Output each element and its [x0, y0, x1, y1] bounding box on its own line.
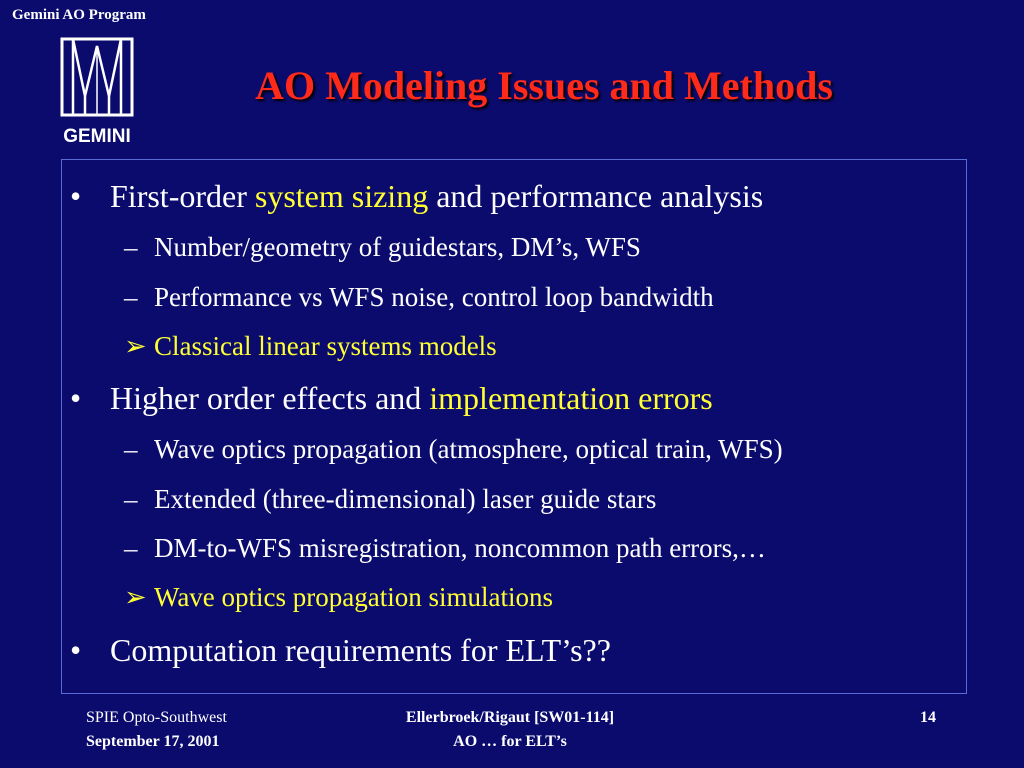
result-item-text: Classical linear systems models [154, 331, 497, 361]
conference-date: September 17, 2001 [86, 733, 220, 750]
dash-mark: – [124, 282, 138, 312]
bullet-dot: • [70, 178, 82, 214]
program-name: Gemini AO Program [12, 7, 146, 23]
bullet-text [110, 380, 713, 416]
bullet-highlight: system sizing [254, 178, 429, 214]
footer-left [86, 706, 227, 754]
bullet-dot: • [70, 380, 82, 416]
sub-item-text: Extended (three-dimensional) laser guide stars [154, 484, 657, 514]
bullet-highlight: implementation errors [429, 380, 713, 416]
authors-reference: Ellerbroek/Rigaut [SW01-114] [405, 709, 615, 726]
result-item-text: Wave optics propagation simulations [154, 582, 554, 612]
slide-title: AO Modeling Issues and Methods [255, 63, 833, 108]
arrow-bullet-icon: ➢ [124, 582, 147, 612]
bullet-text-pre: First-order [110, 178, 255, 214]
bullet-text [110, 178, 763, 214]
dash-mark: – [124, 533, 138, 563]
arrow-bullet-icon: ➢ [124, 331, 147, 361]
bullet-text-post: and performance analysis [428, 178, 764, 214]
sub-item-text: Wave optics propagation (atmosphere, optical train, WFS) [154, 434, 783, 464]
conference-name: SPIE Opto-Southwest [86, 709, 227, 726]
sub-item-text: DM-to-WFS misregistration, noncommon path errors,… [154, 533, 766, 563]
sub-item-text: Number/geometry of guidestars, DM’s, WFS [154, 232, 641, 262]
dash-mark: – [124, 232, 138, 262]
footer-center [330, 706, 690, 754]
logo-text: GEMINI [63, 126, 131, 147]
talk-title: AO … for ELT’s [453, 733, 567, 750]
dash-mark: – [124, 484, 138, 514]
content-box [61, 159, 967, 694]
sub-item-text: Performance vs WFS noise, control loop bandwidth [154, 282, 714, 312]
bullet-text-pre: Higher order effects and [110, 380, 430, 416]
page-number: 14 [920, 709, 936, 726]
bullet-text: Computation requirements for ELT’s?? [110, 632, 611, 668]
dash-mark: – [124, 434, 138, 464]
bullet-dot: • [70, 632, 82, 668]
